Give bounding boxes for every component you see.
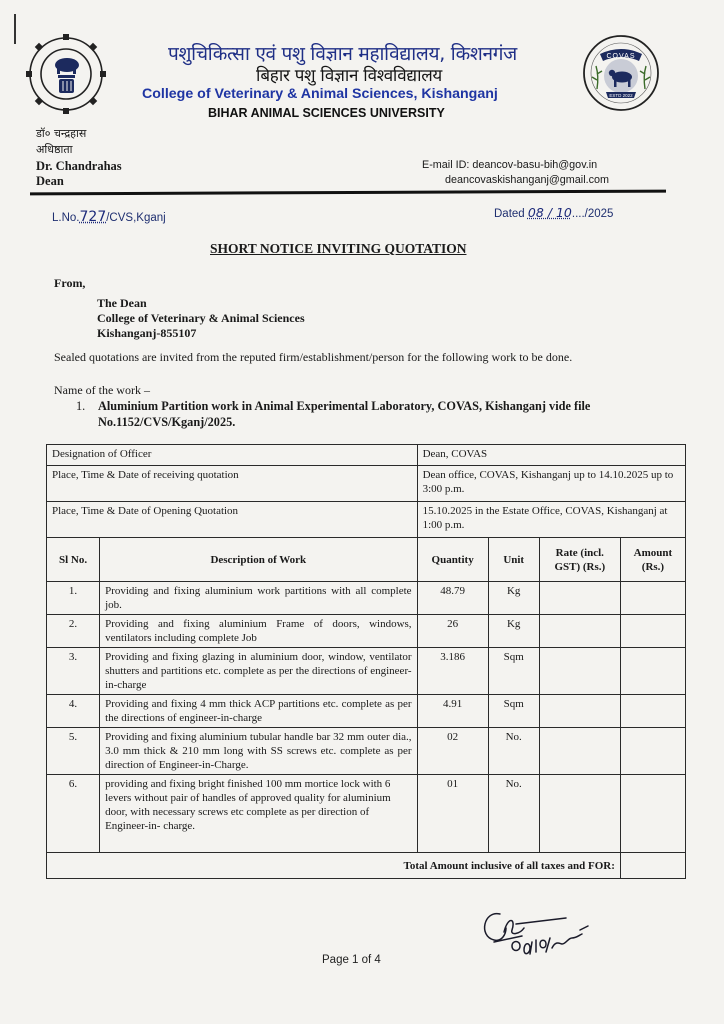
from-line-2: College of Veterinary & Animal Sciences (97, 311, 305, 325)
cell-rate-input[interactable] (539, 615, 620, 648)
cell-rate-input[interactable] (539, 648, 620, 695)
cell-quantity: 02 (417, 728, 488, 775)
intro-text: Sealed quotations are invited from the reputed firm/establishment/person for the following work to be done. (54, 350, 573, 364)
info-label: Place, Time & Date of Opening Quotation (47, 502, 418, 538)
quotation-table (46, 444, 686, 879)
letter-number-prefix: L.No. (52, 212, 80, 224)
info-row (47, 502, 686, 538)
cell-sl: 3. (47, 648, 100, 695)
col-description: Description of Work (100, 538, 417, 582)
cell-unit: No. (488, 728, 539, 775)
cell-description: providing and fixing bright finished 100 mm mortice lock with 6 levers without pair of handles of approved quality for aluminium door, with necessary screws etc complete as per direction of Engineer-in- charge. (100, 775, 417, 853)
total-label: Total Amount inclusive of all taxes and FOR: (47, 853, 621, 879)
cell-amount-input[interactable] (620, 775, 685, 853)
cell-rate-input[interactable] (539, 728, 620, 775)
signature-icon (476, 906, 626, 966)
cell-unit: Kg (488, 615, 539, 648)
from-label: From, (54, 276, 86, 290)
work-label: Name of the work – (54, 383, 150, 397)
dated-label: Dated (494, 208, 528, 220)
col-sl-no: Sl No. (47, 538, 100, 582)
dean-title-hindi: अधिष्ठाता (36, 143, 73, 156)
cell-unit: No. (488, 775, 539, 853)
cell-amount-input[interactable] (620, 728, 685, 775)
info-row (47, 445, 686, 466)
letter-number-suffix: /CVS,Kganj (106, 212, 166, 224)
letter-date (494, 205, 613, 220)
college-name: College of Veterinary & Animal Sciences, Kishanganj (142, 86, 498, 102)
table-row (47, 615, 686, 648)
cell-quantity: 01 (417, 775, 488, 853)
cell-sl: 2. (47, 615, 100, 648)
scan-edge-mark (14, 14, 16, 44)
dean-name: Dr. Chandrahas (36, 159, 122, 173)
cell-unit: Sqm (488, 648, 539, 695)
work-name: Aluminium Partition work in Animal Experimental Laboratory, COVAS, Kishanganj vide file No.1152/CVS/Kganj/2025. (98, 399, 591, 429)
info-row (47, 466, 686, 502)
cell-unit: Kg (488, 582, 539, 615)
from-line-3: Kishanganj-855107 (97, 326, 197, 340)
col-rate: Rate (incl. GST) (Rs.) (539, 538, 620, 582)
date-handwritten: 08 / 10 (527, 205, 572, 220)
cell-rate-input[interactable] (539, 582, 620, 615)
info-value: Dean office, COVAS, Kishanganj up to 14.10.2025 up to 3:00 p.m. (417, 466, 685, 502)
cell-unit: Sqm (488, 695, 539, 728)
info-value: Dean, COVAS (417, 445, 685, 466)
cell-sl: 4. (47, 695, 100, 728)
header-divider (30, 190, 666, 196)
page-number: Page 1 of 4 (322, 954, 381, 966)
from-line-1: The Dean (97, 296, 147, 310)
cell-quantity: 4.91 (417, 695, 488, 728)
dean-title: Dean (36, 174, 64, 188)
table-row (47, 695, 686, 728)
info-label: Place, Time & Date of receiving quotation (47, 466, 418, 502)
email-secondary: deancovaskishanganj@gmail.com (445, 174, 610, 186)
cell-quantity: 3.186 (417, 648, 488, 695)
university-name: BIHAR ANIMAL SCIENCES UNIVERSITY (208, 106, 445, 120)
cell-amount-input[interactable] (620, 648, 685, 695)
total-amount-input[interactable] (620, 853, 685, 879)
covas-logo-icon (582, 34, 660, 112)
cell-quantity: 48.79 (417, 582, 488, 615)
table-row (47, 728, 686, 775)
university-name-hindi: बिहार पशु विज्ञान विश्वविद्यालय (256, 66, 442, 86)
cell-rate-input[interactable] (539, 775, 620, 853)
cell-amount-input[interactable] (620, 615, 685, 648)
letter-number-handwritten: 727 (79, 209, 107, 225)
notice-title: SHORT NOTICE INVITING QUOTATION (210, 241, 467, 256)
email-primary: E-mail ID: deancov-basu-bih@gov.in (422, 159, 598, 171)
cell-rate-input[interactable] (539, 695, 620, 728)
cell-quantity: 26 (417, 615, 488, 648)
col-amount: Amount (Rs.) (620, 538, 685, 582)
info-value: 15.10.2025 in the Estate Office, COVAS, Kishanganj at 1:00 p.m. (417, 502, 685, 538)
letter-number (52, 209, 166, 225)
cell-description: Providing and fixing glazing in aluminium door, window, ventilator shutters and partitions etc. complete as per the directions of engineer-in-charge (100, 648, 417, 695)
info-label: Designation of Officer (47, 445, 418, 466)
college-name-hindi: पशुचिकित्सा एवं पशु विज्ञान महाविद्यालय, किशनगंज (168, 43, 517, 65)
svg-text:COVAS: COVAS (606, 53, 636, 60)
basu-emblem-icon (24, 32, 108, 116)
work-item (76, 398, 636, 430)
table-row (47, 648, 686, 695)
dean-name-hindi: डॉ० चन्द्रहास (36, 127, 87, 140)
cell-description: Providing and fixing aluminium work partitions with all complete job. (100, 582, 417, 615)
total-row (47, 853, 686, 879)
table-header-row (47, 538, 686, 582)
cell-description: Providing and fixing aluminium tubular handle bar 32 mm outer dia., 3.0 mm thick & 210 mm long with SS screws etc. complete as per direction of Engineer-in-Charge. (100, 728, 417, 775)
cell-amount-input[interactable] (620, 582, 685, 615)
cell-amount-input[interactable] (620, 695, 685, 728)
table-row (47, 582, 686, 615)
cell-description: Providing and fixing 4 mm thick ACP partitions etc. complete as per the directions of engineer-in-charge (100, 695, 417, 728)
cell-description: Providing and fixing aluminium Frame of doors, windows, ventilators including complete Job (100, 615, 417, 648)
svg-text:ESTD 2022: ESTD 2022 (609, 93, 633, 98)
date-suffix: ..../2025 (571, 208, 614, 220)
work-number: 1. (76, 399, 86, 413)
table-row (47, 775, 686, 853)
col-quantity: Quantity (417, 538, 488, 582)
cell-sl: 1. (47, 582, 100, 615)
cell-sl: 6. (47, 775, 100, 853)
cell-sl: 5. (47, 728, 100, 775)
col-unit: Unit (488, 538, 539, 582)
